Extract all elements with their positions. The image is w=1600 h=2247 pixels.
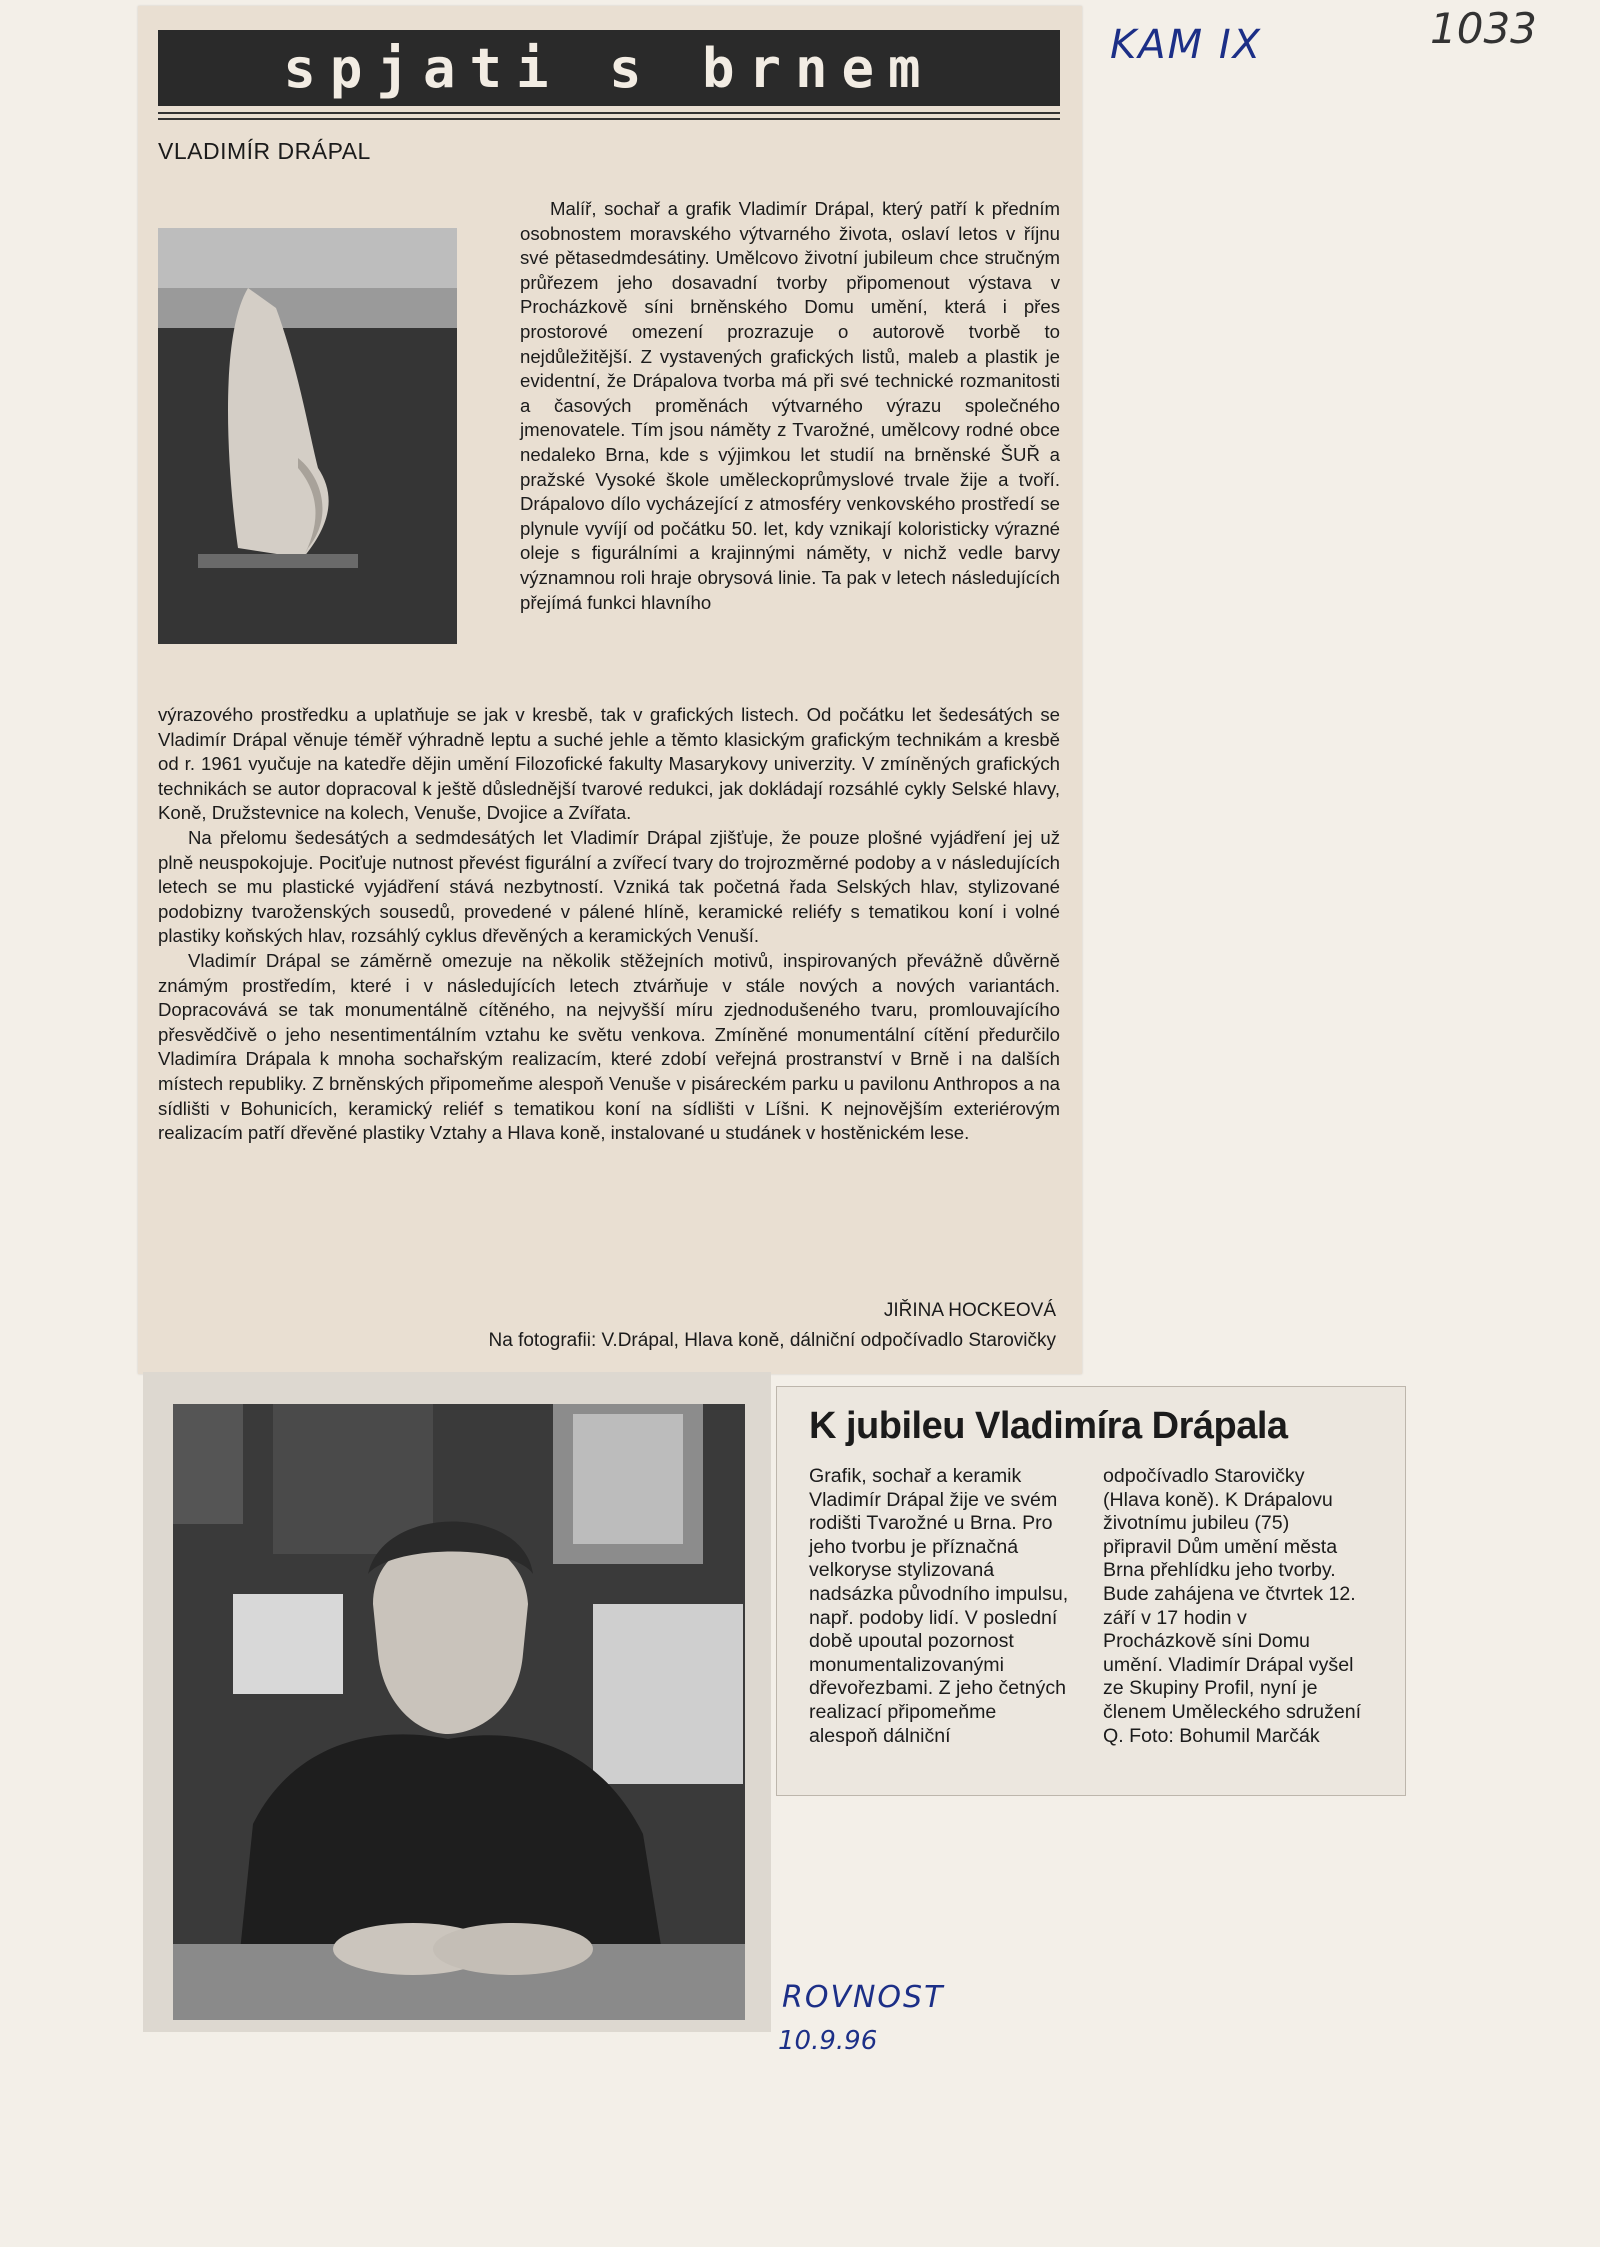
divider bbox=[158, 112, 1060, 114]
clipping-column-right: odpočívadlo Starovičky (Hlava koně). K Drápalovu životnímu jubileu (75) připravil Dům umění města Brna přehlídku jeho tvorby. Bude zahájena ve čtvrtek 12. září v 17 hodin v Procházkově síni Domu umění. Vladimír Drápal vyšel ze Skupiny Profil, nyní je členem Uměleckého sdružení Q. Foto: Bohumil Marčák bbox=[1103, 1465, 1362, 1747]
article-body-main bbox=[158, 703, 1060, 1146]
column-banner bbox=[158, 30, 1060, 106]
portrait-photo bbox=[173, 1404, 745, 2020]
article-paragraph: výrazového prostředku a uplatňuje se jak v kresbě, tak v grafických listech. Od počátku let šedesátých se Vladimír Drápal věnuje téměř výhradně leptu a suché jehle a těmto klasickým grafickým technikám a kresbě od r. 1961 vyučuje na katedře dějin umění Filozofické fakulty Masarykovy univerzity. V zmíněných grafických technikách se autor dopracoval k ještě důslednější tvarové redukci, jak dokládají rozsáhlé cykly Selské hlavy, Koně, Družstevnice na kolech, Venuše, Dvojice a Zvířata. bbox=[158, 704, 1060, 824]
article-paragraph: Malíř, sochař a grafik Vladimír Drápal, který patří k předním osobnostem moravského výtvarného života, oslaví letos v říjnu své pětasedmdesátiny. Umělcovo životní jubileum chce stručným průřezem jeho dosavadní tvorby připomenout výstava v Procházkově síni brněnského Domu umění, která i přes prostorové omezení prozrazuje o autorově tvorbě to nejdůležitější. Z vystavených grafických listů, maleb a plastik je evidentní, že Drápalova tvorba má při své technické rozmanitosti a časových proměnách výtvarného výrazu společného jmenovatele. Tím jsou náměty z Tvarožné, umělcovy rodné obce nedaleko Brna, kde s výjimkou let studií na brněnské ŠUŘ a pražské Vysoké škole uměleckoprůmyslové trvale žije a tvoří. Drápalovo dílo vycházející z atmosféry venkovského prostředí se plynule vyvíjí od počátku 50. let, kdy vznikají koloristicky výrazné oleje s figurálními a krajinnými náměty, v nichž vedle barvy významnou roli hraje obrysová linie. Ta pak v letech následujících přejímá funkci hlavního bbox=[520, 198, 1060, 613]
banner-title: spjati s brnem bbox=[283, 36, 935, 100]
clipping-headline: K jubileu Vladimíra Drápala bbox=[809, 1405, 1288, 1447]
handwritten-date: 10.9.96 bbox=[778, 2026, 878, 2056]
article-paragraph: Na přelomu šedesátých a sedmdesátých let Vladimír Drápal zjišťuje, že pouze plošné vyjádření jej už plně neuspokojuje. Pociťuje nutnost převést figurální a zvířecí tvary do trojrozměrné podoby a v následujících letech se mu plastické vyjádření stává nezbytností. Vzniká tak početná řada Selských hlav, stylizované podobizny tvaroženských sousedů, provedené v pálené hlíně, keramické reliéfy s tematikou koní i volné plastiky koňských hlav, rozsáhlý cyklus dřevěných a keramických Venuší. bbox=[158, 826, 1060, 947]
handwritten-publication: ROVNOST bbox=[782, 1980, 945, 2015]
handwritten-note: KAM IX bbox=[1110, 22, 1263, 68]
sculpture-photo bbox=[158, 228, 457, 644]
article-body-top bbox=[520, 197, 1060, 615]
clipping-spjati-s-brnem bbox=[138, 6, 1082, 1374]
article-paragraph: Vladimír Drápal se záměrně omezuje na několik stěžejních motivů, inspirovaných převážně důvěrně známým prostředím, které i v následujících letech ztvárňuje v stále nových a nových variantách. Dopracovává se tak monumentálně cítěného, na nejvyšší míru zjednodušeného tvaru, promlouvajícího přesvědčivě o jeho nesentimentálním vztahu ke světu venkova. Zmíněné monumentální cítění předurčilo Vladimíra Drápala k mnoha sochařským realizacím, které zdobí veřejná prostranství v Brně i na dalších místech republiky. Z brněnských připomeňme alespoň Venuše v pisáreckém parku u pavilonu Anthropos a na sídlišti v Bohunicích, keramický reliéf s tematikou koní na sídlišti v Líšni. K nejnovějším exteriérovým realizacím patří dřevěné plastiky Vztahy a Hlava koně, instalované u studánek v hostěnickém lese. bbox=[158, 949, 1060, 1144]
handwritten-archive-number: 1033 bbox=[1430, 4, 1537, 53]
rovnost-clipping bbox=[776, 1386, 1406, 1796]
clipping-column-left: Grafik, sochař a keramik Vladimír Drápal žije ve svém rodišti Tvarožné u Brna. Pro jeho tvorbu je příznačná velkoryse stylizovaná nadsázka původního impulsu, např. podoby lidí. V poslední době upoutal pozornost monumentalizovanými dřevořezbami. Z jeho četných realizací připomeňme alespoň dálniční bbox=[809, 1465, 1069, 1747]
article-signature: JIŘINA HOCKEOVÁ bbox=[883, 1300, 1056, 1321]
article-author-heading: VLADIMÍR DRÁPAL bbox=[158, 138, 371, 164]
photo-caption: Na fotografii: V.Drápal, Hlava koně, dálniční odpočívadlo Starovičky bbox=[488, 1330, 1056, 1351]
divider bbox=[158, 118, 1060, 120]
portrait-clipping bbox=[143, 1372, 771, 2032]
